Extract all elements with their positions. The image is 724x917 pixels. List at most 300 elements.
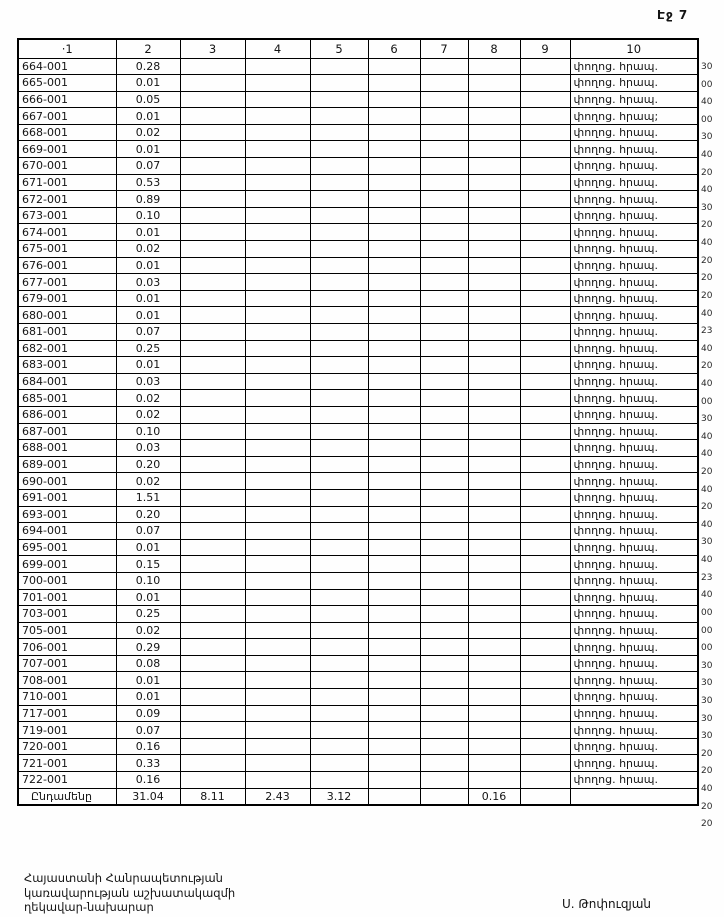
margin-number: 40 — [701, 308, 713, 319]
table-row — [18, 108, 698, 125]
area-value-cell: 0.20 — [116, 506, 180, 523]
margin-number: 20 — [701, 502, 713, 513]
empty-cell — [520, 440, 570, 457]
total-value-cell — [570, 788, 698, 805]
note-cell: փողոց. հրապ. — [570, 556, 698, 573]
empty-cell — [468, 523, 520, 540]
table-row — [18, 755, 698, 772]
empty-cell — [310, 489, 368, 506]
empty-cell — [468, 257, 520, 274]
empty-cell — [420, 191, 468, 208]
empty-cell — [245, 124, 310, 141]
column-header: 3 — [180, 39, 245, 58]
empty-cell — [468, 241, 520, 258]
margin-number: 20 — [701, 167, 713, 178]
empty-cell — [368, 655, 420, 672]
empty-cell — [420, 108, 468, 125]
empty-cell — [245, 307, 310, 324]
column-header: 7 — [420, 39, 468, 58]
empty-cell — [468, 207, 520, 224]
column-header: 5 — [310, 39, 368, 58]
empty-cell — [245, 489, 310, 506]
area-value-cell: 0.02 — [116, 473, 180, 490]
empty-cell — [420, 124, 468, 141]
column-header: 2 — [116, 39, 180, 58]
note-cell: փողոց. հրապ. — [570, 290, 698, 307]
empty-cell — [245, 655, 310, 672]
empty-cell — [520, 489, 570, 506]
empty-cell — [310, 589, 368, 606]
empty-cell — [420, 91, 468, 108]
parcel-code-cell: 701-001 — [18, 589, 116, 606]
empty-cell — [368, 390, 420, 407]
empty-cell — [180, 174, 245, 191]
empty-cell — [180, 324, 245, 341]
margin-number: 40 — [701, 449, 713, 460]
empty-cell — [310, 340, 368, 357]
margin-number: 40 — [701, 590, 713, 601]
margin-number: 40 — [701, 378, 713, 389]
empty-cell — [420, 606, 468, 623]
table-row — [18, 772, 698, 789]
total-row — [18, 788, 698, 805]
area-value-cell: 0.89 — [116, 191, 180, 208]
empty-cell — [420, 456, 468, 473]
empty-cell — [520, 257, 570, 274]
empty-cell — [180, 141, 245, 158]
table-row — [18, 705, 698, 722]
empty-cell — [520, 672, 570, 689]
column-header: 4 — [245, 39, 310, 58]
empty-cell — [420, 689, 468, 706]
empty-cell — [180, 639, 245, 656]
margin-number: 40 — [701, 185, 713, 196]
empty-cell — [180, 91, 245, 108]
area-value-cell: 0.07 — [116, 158, 180, 175]
empty-cell — [468, 108, 520, 125]
area-value-cell: 0.03 — [116, 440, 180, 457]
empty-cell — [245, 423, 310, 440]
empty-cell — [368, 207, 420, 224]
signature-name: Ս. Թոփուզյան — [562, 897, 652, 911]
empty-cell — [180, 606, 245, 623]
empty-cell — [245, 91, 310, 108]
note-cell: փողոց. հրապ. — [570, 357, 698, 374]
empty-cell — [520, 75, 570, 92]
empty-cell — [468, 91, 520, 108]
empty-cell — [420, 489, 468, 506]
area-value-cell: 0.03 — [116, 373, 180, 390]
empty-cell — [245, 158, 310, 175]
empty-cell — [245, 390, 310, 407]
column-header: 6 — [368, 39, 420, 58]
empty-cell — [468, 290, 520, 307]
note-cell: փողոց. հրապ. — [570, 207, 698, 224]
empty-cell — [245, 207, 310, 224]
empty-cell — [468, 489, 520, 506]
parcel-code-cell: 676-001 — [18, 257, 116, 274]
empty-cell — [245, 357, 310, 374]
area-value-cell: 0.02 — [116, 622, 180, 639]
empty-cell — [368, 473, 420, 490]
parcel-code-cell: 706-001 — [18, 639, 116, 656]
parcel-code-cell: 681-001 — [18, 324, 116, 341]
margin-numbers — [701, 57, 724, 832]
area-value-cell: 0.29 — [116, 639, 180, 656]
empty-cell — [368, 722, 420, 739]
empty-cell — [368, 539, 420, 556]
empty-cell — [310, 456, 368, 473]
margin-number: 30 — [701, 537, 713, 548]
margin-number: 40 — [701, 150, 713, 161]
empty-cell — [368, 307, 420, 324]
empty-cell — [420, 158, 468, 175]
empty-cell — [180, 158, 245, 175]
empty-cell — [520, 655, 570, 672]
total-value-cell: 8.11 — [180, 788, 245, 805]
area-value-cell: 0.20 — [116, 456, 180, 473]
area-value-cell: 0.01 — [116, 672, 180, 689]
empty-cell — [245, 290, 310, 307]
note-cell: փողոց. հրապ. — [570, 340, 698, 357]
empty-cell — [420, 141, 468, 158]
empty-cell — [420, 655, 468, 672]
table-row — [18, 141, 698, 158]
note-cell: փողոց. հրապ. — [570, 58, 698, 75]
note-cell: փողոց. հրապ. — [570, 489, 698, 506]
parcel-code-cell: 670-001 — [18, 158, 116, 175]
margin-number: 23 — [701, 326, 713, 337]
empty-cell — [520, 373, 570, 390]
empty-cell — [520, 473, 570, 490]
note-cell: փողոց. հրապ. — [570, 307, 698, 324]
empty-cell — [245, 572, 310, 589]
parcel-code-cell: 719-001 — [18, 722, 116, 739]
empty-cell — [368, 373, 420, 390]
empty-cell — [368, 58, 420, 75]
empty-cell — [368, 91, 420, 108]
column-header: ·1 — [18, 39, 116, 58]
empty-cell — [245, 772, 310, 789]
empty-cell — [520, 191, 570, 208]
parcel-code-cell: 720-001 — [18, 738, 116, 755]
empty-cell — [468, 456, 520, 473]
table-row — [18, 406, 698, 423]
total-value-cell — [420, 788, 468, 805]
empty-cell — [245, 108, 310, 125]
empty-cell — [420, 755, 468, 772]
empty-cell — [520, 108, 570, 125]
table-row — [18, 556, 698, 573]
margin-number: 40 — [701, 783, 713, 794]
empty-cell — [245, 738, 310, 755]
note-cell: փողոց. հրապ. — [570, 440, 698, 457]
note-cell: փողոց. հրապ. — [570, 772, 698, 789]
empty-cell — [520, 58, 570, 75]
margin-number: 00 — [701, 396, 713, 407]
empty-cell — [180, 290, 245, 307]
note-cell: փողոց. հրապ. — [570, 689, 698, 706]
empty-cell — [180, 191, 245, 208]
empty-cell — [368, 340, 420, 357]
empty-cell — [180, 722, 245, 739]
empty-cell — [520, 456, 570, 473]
empty-cell — [245, 705, 310, 722]
empty-cell — [520, 722, 570, 739]
note-cell: փողոց. հրապ. — [570, 257, 698, 274]
area-value-cell: 0.02 — [116, 406, 180, 423]
empty-cell — [180, 75, 245, 92]
note-cell: փողոց. հրապ. — [570, 473, 698, 490]
area-value-cell: 0.10 — [116, 572, 180, 589]
empty-cell — [420, 772, 468, 789]
empty-cell — [310, 440, 368, 457]
empty-cell — [368, 224, 420, 241]
empty-cell — [420, 523, 468, 540]
empty-cell — [180, 58, 245, 75]
empty-cell — [245, 523, 310, 540]
empty-cell — [310, 324, 368, 341]
empty-cell — [368, 257, 420, 274]
note-cell: փողոց. հրապ. — [570, 606, 698, 623]
empty-cell — [420, 307, 468, 324]
empty-cell — [245, 191, 310, 208]
empty-cell — [310, 274, 368, 291]
empty-cell — [468, 473, 520, 490]
margin-number: 20 — [701, 220, 713, 231]
total-label-cell: Ընդամենը — [18, 788, 116, 805]
note-cell: փողոց. հրապ. — [570, 241, 698, 258]
empty-cell — [180, 689, 245, 706]
empty-cell — [310, 390, 368, 407]
empty-cell — [180, 589, 245, 606]
empty-cell — [468, 738, 520, 755]
parcel-code-cell: 668-001 — [18, 124, 116, 141]
empty-cell — [468, 340, 520, 357]
parcel-code-cell: 677-001 — [18, 274, 116, 291]
empty-cell — [520, 738, 570, 755]
empty-cell — [468, 772, 520, 789]
empty-cell — [520, 689, 570, 706]
area-value-cell: 0.01 — [116, 257, 180, 274]
empty-cell — [245, 340, 310, 357]
empty-cell — [245, 141, 310, 158]
parcel-code-cell: 684-001 — [18, 373, 116, 390]
table-row — [18, 456, 698, 473]
margin-number: 30 — [701, 660, 713, 671]
empty-cell — [180, 207, 245, 224]
empty-cell — [368, 556, 420, 573]
note-cell: փողոց. հրապ. — [570, 572, 698, 589]
margin-number: 20 — [701, 361, 713, 372]
empty-cell — [180, 108, 245, 125]
column-header: 9 — [520, 39, 570, 58]
empty-cell — [520, 141, 570, 158]
empty-cell — [520, 406, 570, 423]
empty-cell — [368, 124, 420, 141]
empty-cell — [468, 191, 520, 208]
empty-cell — [520, 224, 570, 241]
area-value-cell: 0.10 — [116, 207, 180, 224]
note-cell: փողոց. հրապ. — [570, 539, 698, 556]
empty-cell — [310, 473, 368, 490]
note-cell: փողոց. հրապ. — [570, 141, 698, 158]
empty-cell — [420, 705, 468, 722]
note-cell: փողոց. հրապ. — [570, 705, 698, 722]
margin-number: 23 — [701, 572, 713, 583]
margin-number: 00 — [701, 643, 713, 654]
parcel-code-cell: 707-001 — [18, 655, 116, 672]
empty-cell — [180, 705, 245, 722]
empty-cell — [520, 241, 570, 258]
empty-cell — [468, 406, 520, 423]
empty-cell — [468, 390, 520, 407]
empty-cell — [180, 423, 245, 440]
empty-cell — [245, 373, 310, 390]
empty-cell — [468, 622, 520, 639]
area-value-cell: 0.03 — [116, 274, 180, 291]
area-value-cell: 0.02 — [116, 124, 180, 141]
empty-cell — [310, 158, 368, 175]
empty-cell — [245, 406, 310, 423]
area-value-cell: 0.02 — [116, 390, 180, 407]
table-row — [18, 523, 698, 540]
empty-cell — [310, 556, 368, 573]
margin-number: 00 — [701, 79, 713, 90]
area-value-cell: 0.05 — [116, 91, 180, 108]
empty-cell — [420, 473, 468, 490]
margin-number: 20 — [701, 819, 713, 830]
empty-cell — [310, 141, 368, 158]
empty-cell — [245, 606, 310, 623]
empty-cell — [468, 373, 520, 390]
empty-cell — [310, 622, 368, 639]
empty-cell — [520, 423, 570, 440]
area-value-cell: 0.10 — [116, 423, 180, 440]
empty-cell — [310, 290, 368, 307]
margin-number: 00 — [701, 625, 713, 636]
table-row — [18, 722, 698, 739]
empty-cell — [310, 572, 368, 589]
note-cell: փողոց. հրապ. — [570, 406, 698, 423]
empty-cell — [520, 539, 570, 556]
empty-cell — [368, 440, 420, 457]
empty-cell — [245, 689, 310, 706]
note-cell: փողոց. հրապ. — [570, 655, 698, 672]
empty-cell — [180, 241, 245, 258]
table-row — [18, 672, 698, 689]
empty-cell — [420, 738, 468, 755]
empty-cell — [310, 639, 368, 656]
margin-number: 20 — [701, 801, 713, 812]
area-value-cell: 0.01 — [116, 307, 180, 324]
empty-cell — [180, 390, 245, 407]
note-cell: փողոց. հրապ. — [570, 523, 698, 540]
empty-cell — [520, 572, 570, 589]
parcel-code-cell: 693-001 — [18, 506, 116, 523]
empty-cell — [245, 539, 310, 556]
note-cell: փողոց. հրապ. — [570, 158, 698, 175]
empty-cell — [368, 108, 420, 125]
table-row — [18, 224, 698, 241]
empty-cell — [520, 274, 570, 291]
total-value-cell: 31.04 — [116, 788, 180, 805]
empty-cell — [245, 589, 310, 606]
area-value-cell: 0.01 — [116, 224, 180, 241]
empty-cell — [245, 622, 310, 639]
empty-cell — [180, 572, 245, 589]
total-value-cell — [368, 788, 420, 805]
empty-cell — [468, 589, 520, 606]
empty-cell — [520, 506, 570, 523]
area-value-cell: 0.01 — [116, 108, 180, 125]
area-value-cell: 0.08 — [116, 655, 180, 672]
note-cell: փողոց. հրապ. — [570, 639, 698, 656]
note-cell: փողոց. հրապ. — [570, 622, 698, 639]
empty-cell — [420, 722, 468, 739]
note-cell: փողոց. հրապ. — [570, 124, 698, 141]
area-value-cell: 0.01 — [116, 141, 180, 158]
parcel-code-cell: 717-001 — [18, 705, 116, 722]
empty-cell — [245, 639, 310, 656]
empty-cell — [245, 556, 310, 573]
empty-cell — [245, 241, 310, 258]
margin-number: 40 — [701, 431, 713, 442]
empty-cell — [245, 440, 310, 457]
empty-cell — [245, 755, 310, 772]
empty-cell — [420, 539, 468, 556]
empty-cell — [310, 539, 368, 556]
parcel-code-cell: 690-001 — [18, 473, 116, 490]
margin-number: 30 — [701, 202, 713, 213]
footer-issuer — [24, 871, 235, 915]
header-row — [18, 39, 698, 58]
parcel-code-cell: 672-001 — [18, 191, 116, 208]
area-value-cell: 0.25 — [116, 606, 180, 623]
table-row — [18, 606, 698, 623]
parcel-code-cell: 685-001 — [18, 390, 116, 407]
empty-cell — [468, 539, 520, 556]
empty-cell — [520, 622, 570, 639]
empty-cell — [468, 75, 520, 92]
parcel-code-cell: 667-001 — [18, 108, 116, 125]
margin-number: 40 — [701, 97, 713, 108]
margin-number: 20 — [701, 290, 713, 301]
margin-number: 40 — [701, 238, 713, 249]
table-row — [18, 207, 698, 224]
parcel-code-cell: 664-001 — [18, 58, 116, 75]
margin-number: 20 — [701, 273, 713, 284]
empty-cell — [368, 456, 420, 473]
empty-cell — [420, 373, 468, 390]
empty-cell — [520, 174, 570, 191]
empty-cell — [420, 257, 468, 274]
empty-cell — [520, 589, 570, 606]
empty-cell — [245, 257, 310, 274]
table-row — [18, 91, 698, 108]
empty-cell — [180, 655, 245, 672]
empty-cell — [368, 589, 420, 606]
note-cell: փողոց. հրապ. — [570, 672, 698, 689]
empty-cell — [520, 158, 570, 175]
empty-cell — [310, 357, 368, 374]
empty-cell — [180, 772, 245, 789]
empty-cell — [420, 357, 468, 374]
empty-cell — [468, 124, 520, 141]
empty-cell — [180, 738, 245, 755]
empty-cell — [180, 672, 245, 689]
table-row — [18, 506, 698, 523]
